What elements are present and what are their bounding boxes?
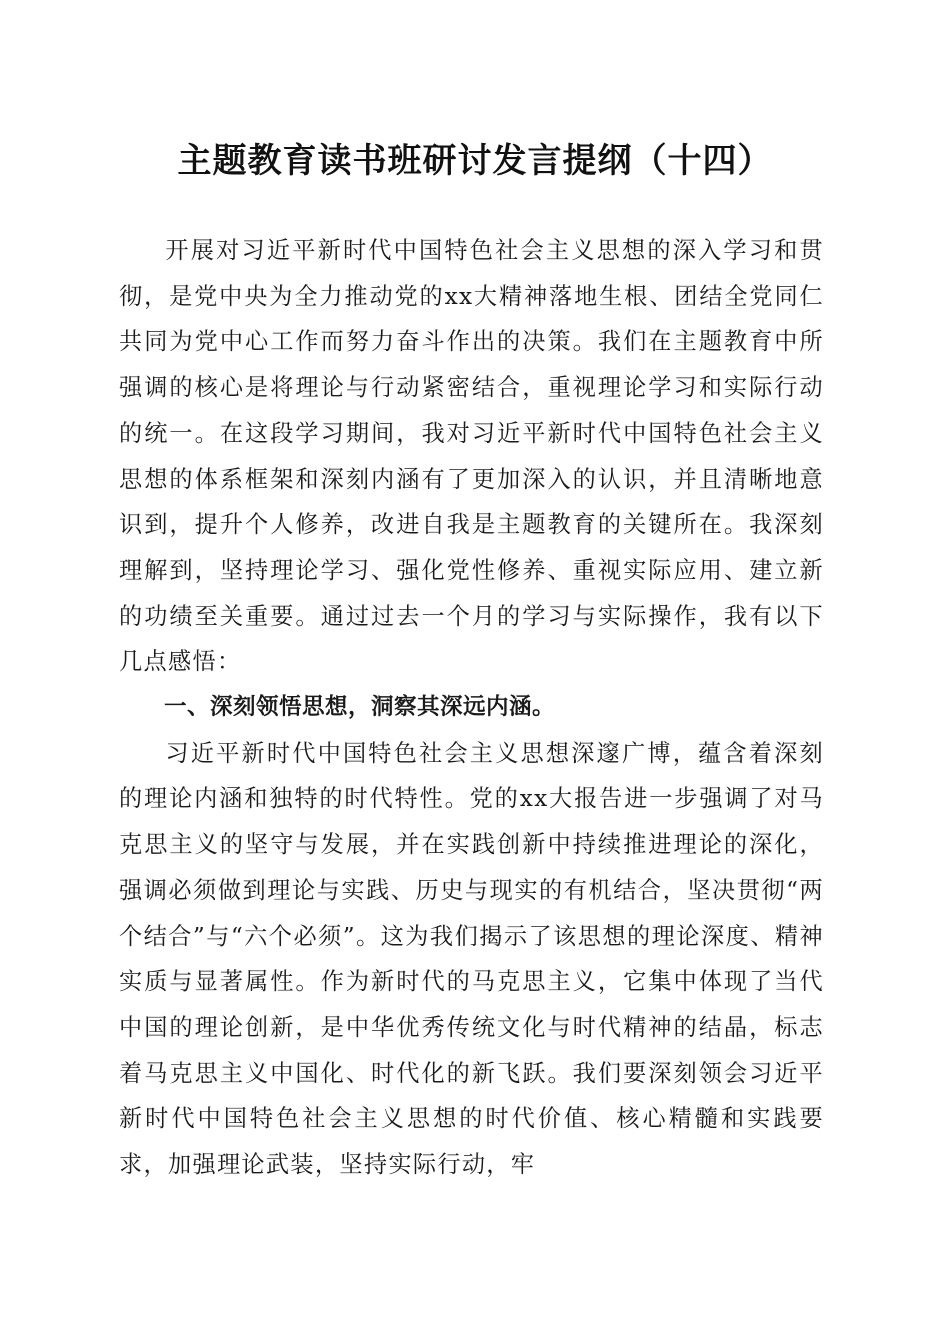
intro-paragraph: 开展对习近平新时代中国特色社会主义思想的深入学习和贯彻，是党中央为全力推动党的xx大精神落地生根、团结全党同仁共同为党中心工作而努力奋斗作出的决策。我们在主题教育中所强调的核心是将理论与行动紧密结合，重视理论学习和实际行动的统一。在这段学习期间，我对习近平新时代中国特色社会主义思想的体系框架和深刻内涵有了更加深入的认识，并且清晰地意识到，提升个人修养，改进自我是主题教育的关键所在。我深刻理解到，坚持理论学习、强化党性修养、重视实际应用、建立新的功绩至关重要。通过过去一个月的学习与实际操作，我有以下几点感悟： <box>119 237 824 676</box>
section-heading: 一、深刻领悟思想，洞察其深远内涵。 <box>164 694 556 721</box>
section-paragraph: 习近平新时代中国特色社会主义思想深邃广博，蕴含着深刻的理论内涵和独特的时代特性。党的xx大报告进一步强调了对马克思主义的坚守与发展，并在实践创新中持续推进理论的深化，强调必须做到理论与实践、历史与现实的有机结合，坚决贯彻“两个结合”与“六个必须”。这为我们揭示了该思想的理论深度、精神实质与显著属性。作为新时代的马克思主义，它集中体现了当代中国的理论创新，是中华优秀传统文化与时代精神的结晶，标志着马克思主义中国化、时代化的新飞跃。我们要深刻领会习近平新时代中国特色社会主义思想的时代价值、核心精髓和实践要求，加强理论武装，坚持实际行动，牢 <box>119 739 824 1179</box>
document-title: 主题教育读书班研讨发言提纲（十四） <box>177 141 773 181</box>
document-body <box>119 228 824 1188</box>
